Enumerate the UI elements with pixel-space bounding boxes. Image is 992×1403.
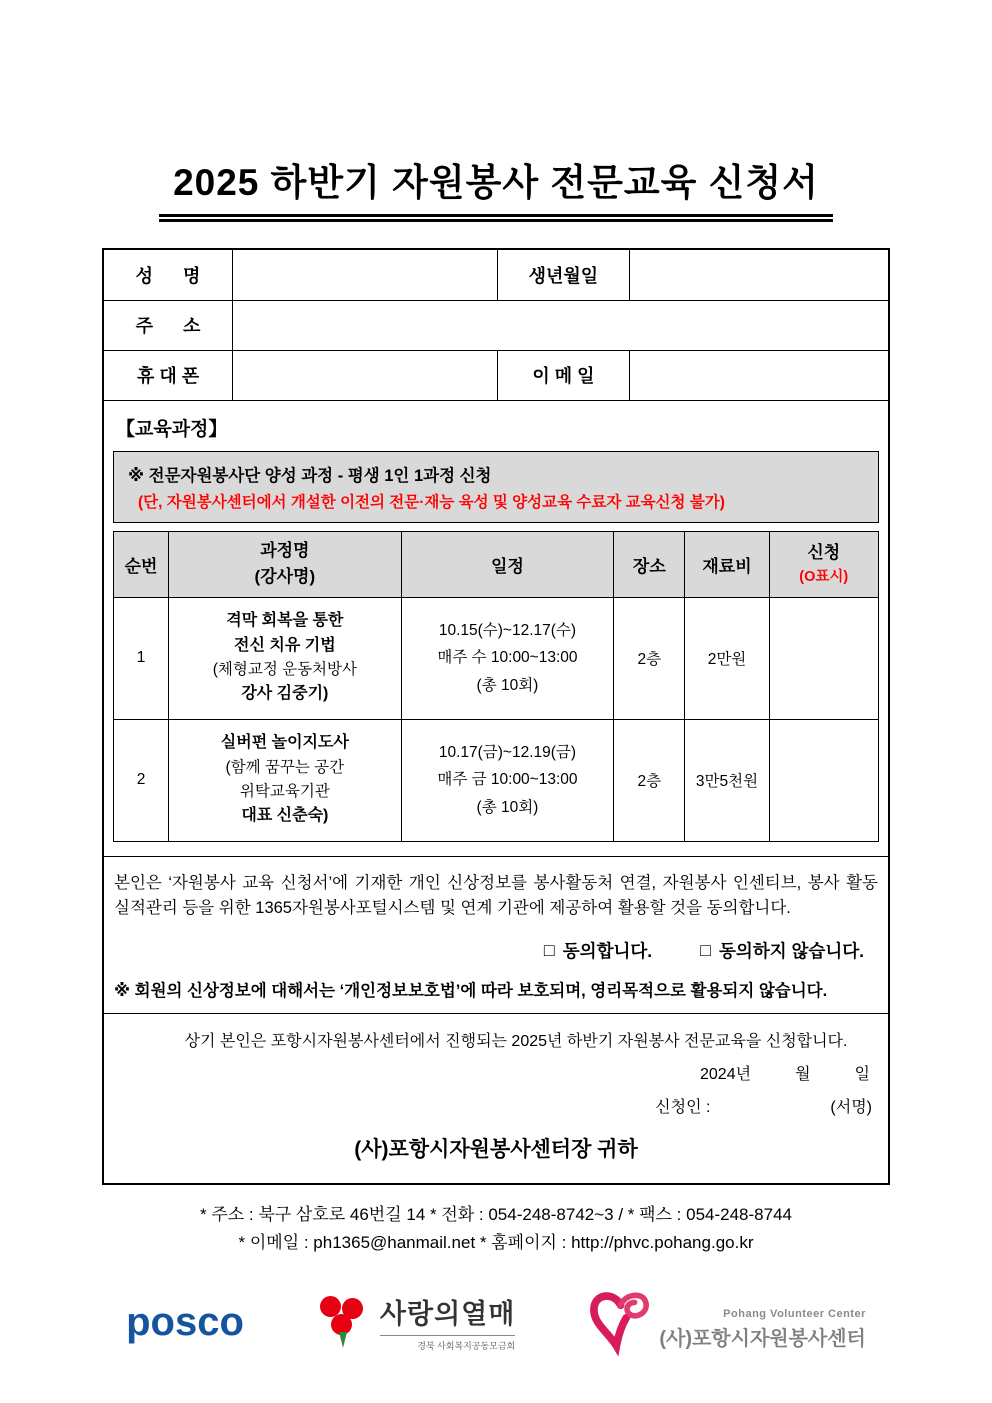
privacy-note: ※ 회원의 신상정보에 대해서는 ‘개인정보보호법’에 따라 보호되며, 영리목적으로 활용되지 않습니다. (114, 981, 828, 1000)
header-course (169, 531, 402, 597)
course-1-name-line: 강사 김중기) (241, 685, 329, 703)
education-section-heading: 【교육과정】 (116, 418, 228, 440)
course-1-name (169, 597, 402, 719)
phone-label: 휴 대 폰 (104, 350, 233, 400)
course-table-header-row (114, 531, 879, 597)
email-input-cell[interactable] (629, 350, 888, 400)
header-fee: 재료비 (685, 531, 769, 597)
course-2-name-line: 대표 신춘숙) (241, 807, 329, 825)
header-course-line2: (강사명) (254, 567, 316, 586)
declaration-statement: 상기 본인은 포항시자원봉사센터에서 진행되는 2025년 하반기 자원봉사 전문교육을 신청합니다. (184, 1032, 848, 1050)
community-chest-logo (316, 1292, 515, 1352)
course-2-name (169, 719, 402, 841)
date-month-label: 월 (795, 1065, 811, 1083)
header-apply-line2: (O표시) (799, 568, 849, 585)
address-input-cell[interactable] (233, 300, 888, 350)
course-2-name-line: 위탁교육기관 (239, 783, 330, 800)
page-title: 2025 하반기 자원봉사 전문교육 신청서 (159, 152, 833, 222)
consent-section (104, 856, 888, 1013)
pohang-volunteer-center-logo (587, 1287, 866, 1357)
declaration-date-line (116, 1061, 870, 1084)
declaration-section (104, 1013, 888, 1183)
header-apply-line1: 신청 (807, 542, 841, 562)
education-section (104, 401, 888, 842)
header-course-line1: 과정명 (260, 540, 310, 560)
title-wrap (102, 152, 890, 222)
community-chest-name: 사랑의열매 (379, 1298, 516, 1329)
course-table (113, 531, 879, 842)
course-2-place: 2층 (614, 719, 685, 841)
agree-label: 동의합니다. (562, 940, 653, 961)
recipient-line: (사)포항시자원봉사센터장 귀하 (354, 1137, 638, 1161)
notice-line-2: (단, 자원봉사센터에서 개설한 이전의 전문·재능 육성 및 양성교육 수료자 교육신청 불가) (138, 493, 725, 511)
birthdate-input-cell[interactable] (629, 250, 888, 300)
header-schedule: 일정 (401, 531, 614, 597)
consent-choices (114, 938, 864, 963)
course-1-place: 2층 (614, 597, 685, 719)
footer-contact (102, 1201, 890, 1257)
name-label: 성 명 (104, 250, 233, 300)
footer-address-line: * 주소 : 북구 삼호로 46번길 14 * 전화 : 054-248-8742~3 / * 팩스 : 054-248-8744 (199, 1204, 792, 1224)
agree-checkbox-icon[interactable]: □ (543, 939, 555, 960)
date-year-label: 2024년 (700, 1065, 752, 1083)
course-1-name-line: 격막 회복을 통한 (226, 611, 344, 629)
pohang-volunteer-center-text (659, 1308, 866, 1351)
course-2-schedule-line: 10.17(금)~12.19(금) (438, 744, 577, 762)
name-input-cell[interactable] (233, 250, 498, 300)
course-2-schedule (401, 719, 614, 841)
pvc-korean-name: (사)포항시자원봉사센터 (659, 1328, 866, 1351)
disagree-label: 동의하지 않습니다. (719, 940, 864, 961)
declaration-sign-line (116, 1094, 872, 1117)
course-1-apply-cell[interactable] (769, 597, 878, 719)
course-1-fee: 2만원 (685, 597, 769, 719)
table-row (104, 250, 888, 300)
table-row (104, 300, 888, 350)
fruit-of-love-icon (316, 1294, 370, 1350)
applicant-label: 신청인 : (655, 1098, 711, 1116)
header-apply (769, 531, 878, 597)
disagree-option[interactable] (700, 938, 864, 963)
disagree-checkbox-icon[interactable]: □ (700, 939, 712, 960)
posco-logo: posco (126, 1299, 244, 1344)
course-row-2 (114, 719, 879, 841)
community-chest-text (380, 1292, 515, 1352)
course-row-1 (114, 597, 879, 719)
heart-ribbon-icon (587, 1287, 657, 1357)
course-2-schedule-line: (총 10회) (476, 798, 539, 816)
course-1-name-line: (체형교정 운동처방사 (212, 661, 357, 679)
course-2-apply-cell[interactable] (769, 719, 878, 841)
consent-paragraph: 본인은 ‘자원봉사 교육 신청서’에 기재한 개인 신상정보를 봉사활동처 연결, 자원봉사 인센티브, 봉사 활동 실적관리 등을 위한 1365자원봉사포털시스템 및 연계 기관에 제공하여 활용할 것을 동의합니다. (114, 873, 878, 918)
course-1-name-line: 전신 치유 기법 (234, 636, 336, 654)
birthdate-label: 생년월일 (498, 250, 630, 300)
course-2-name-line: (함께 꿈꾸는 공간 (225, 758, 345, 776)
phone-input-cell[interactable] (233, 350, 498, 400)
personal-info-table (104, 250, 888, 401)
course-2-name-line: 실버펀 놀이지도사 (220, 734, 349, 752)
course-2-no: 2 (114, 719, 169, 841)
logo-row (102, 1287, 890, 1357)
agree-option[interactable] (544, 938, 652, 963)
course-1-schedule (401, 597, 614, 719)
header-no: 순번 (114, 531, 169, 597)
address-label: 주 소 (104, 300, 233, 350)
pvc-english-name: Pohang Volunteer Center (723, 1308, 866, 1321)
signature-label: (서명) (830, 1098, 872, 1116)
footer-email-line: * 이메일 : ph1365@hanmail.net * 홈페이지 : http://phvc.pohang.go.kr (238, 1232, 754, 1252)
course-2-fee: 3만5천원 (685, 719, 769, 841)
date-day-label: 일 (854, 1065, 870, 1083)
header-place: 장소 (614, 531, 685, 597)
email-label: 이 메 일 (498, 350, 630, 400)
form-outer-box (102, 248, 890, 1185)
course-notice-box (113, 451, 879, 523)
community-chest-subtext: 경북 사회복지공동모금회 (380, 1335, 515, 1352)
course-1-schedule-line: (총 10회) (476, 676, 539, 694)
notice-line-1: ※ 전문자원봉사단 양성 과정 - 평생 1인 1과정 신청 (128, 466, 492, 485)
course-1-schedule-line: 매주 수 10:00~13:00 (437, 649, 578, 667)
table-row (104, 350, 888, 400)
course-2-schedule-line: 매주 금 10:00~13:00 (437, 771, 578, 789)
course-1-schedule-line: 10.15(수)~12.17(수) (438, 622, 577, 640)
course-1-no: 1 (114, 597, 169, 719)
